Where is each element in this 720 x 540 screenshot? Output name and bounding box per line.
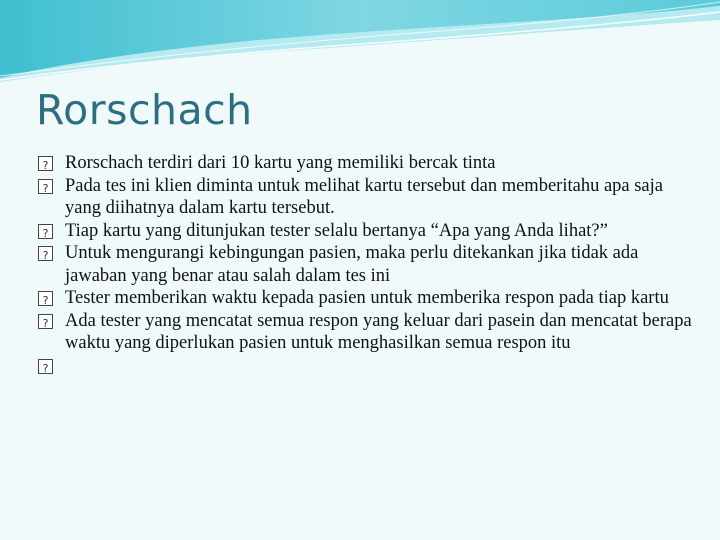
missing-glyph-box-icon: [38, 359, 53, 374]
bullet-item: [38, 220, 698, 243]
bullet-list: [38, 152, 698, 377]
missing-glyph-box-icon: [38, 179, 53, 194]
bullet-item-empty: [38, 355, 698, 377]
bullet-item: [38, 152, 698, 175]
slide-title: Rorschach: [36, 86, 253, 134]
bullet-item: [38, 242, 698, 287]
bullet-text: Tester memberikan waktu kepada pasien untuk memberika respon pada tiap kartu: [65, 288, 669, 308]
missing-glyph-box-icon: [38, 224, 53, 239]
bullet-text: Untuk mengurangi kebingungan pasien, maka perlu ditekankan jika tidak ada jawaban yang benar atau salah dalam tes ini: [65, 243, 639, 286]
bullet-item: [38, 310, 698, 355]
bullet-text: Ada tester yang mencatat semua respon yang keluar dari pasein dan mencatat berapa waktu yang diperlukan pasien untuk menghasilkan semua respon itu: [65, 310, 692, 353]
bullet-text: Tiap kartu yang ditunjukan tester selalu bertanya “Apa yang Anda lihat?”: [65, 220, 608, 241]
bullet-text: Pada tes ini klien diminta untuk melihat kartu tersebut dan memberitahu apa saja yang diihatnya dalam kartu tersebut.: [65, 175, 663, 218]
missing-glyph-box-icon: [38, 156, 53, 171]
missing-glyph-box-icon: [38, 314, 53, 329]
missing-glyph-box-icon: [38, 291, 53, 306]
header-wave-decoration: [0, 0, 720, 90]
bullet-item: [38, 287, 698, 310]
missing-glyph-box-icon: [38, 246, 53, 261]
bullet-text: Rorschach terdiri dari 10 kartu yang memiliki bercak tinta: [65, 153, 496, 173]
bullet-item: [38, 175, 698, 220]
